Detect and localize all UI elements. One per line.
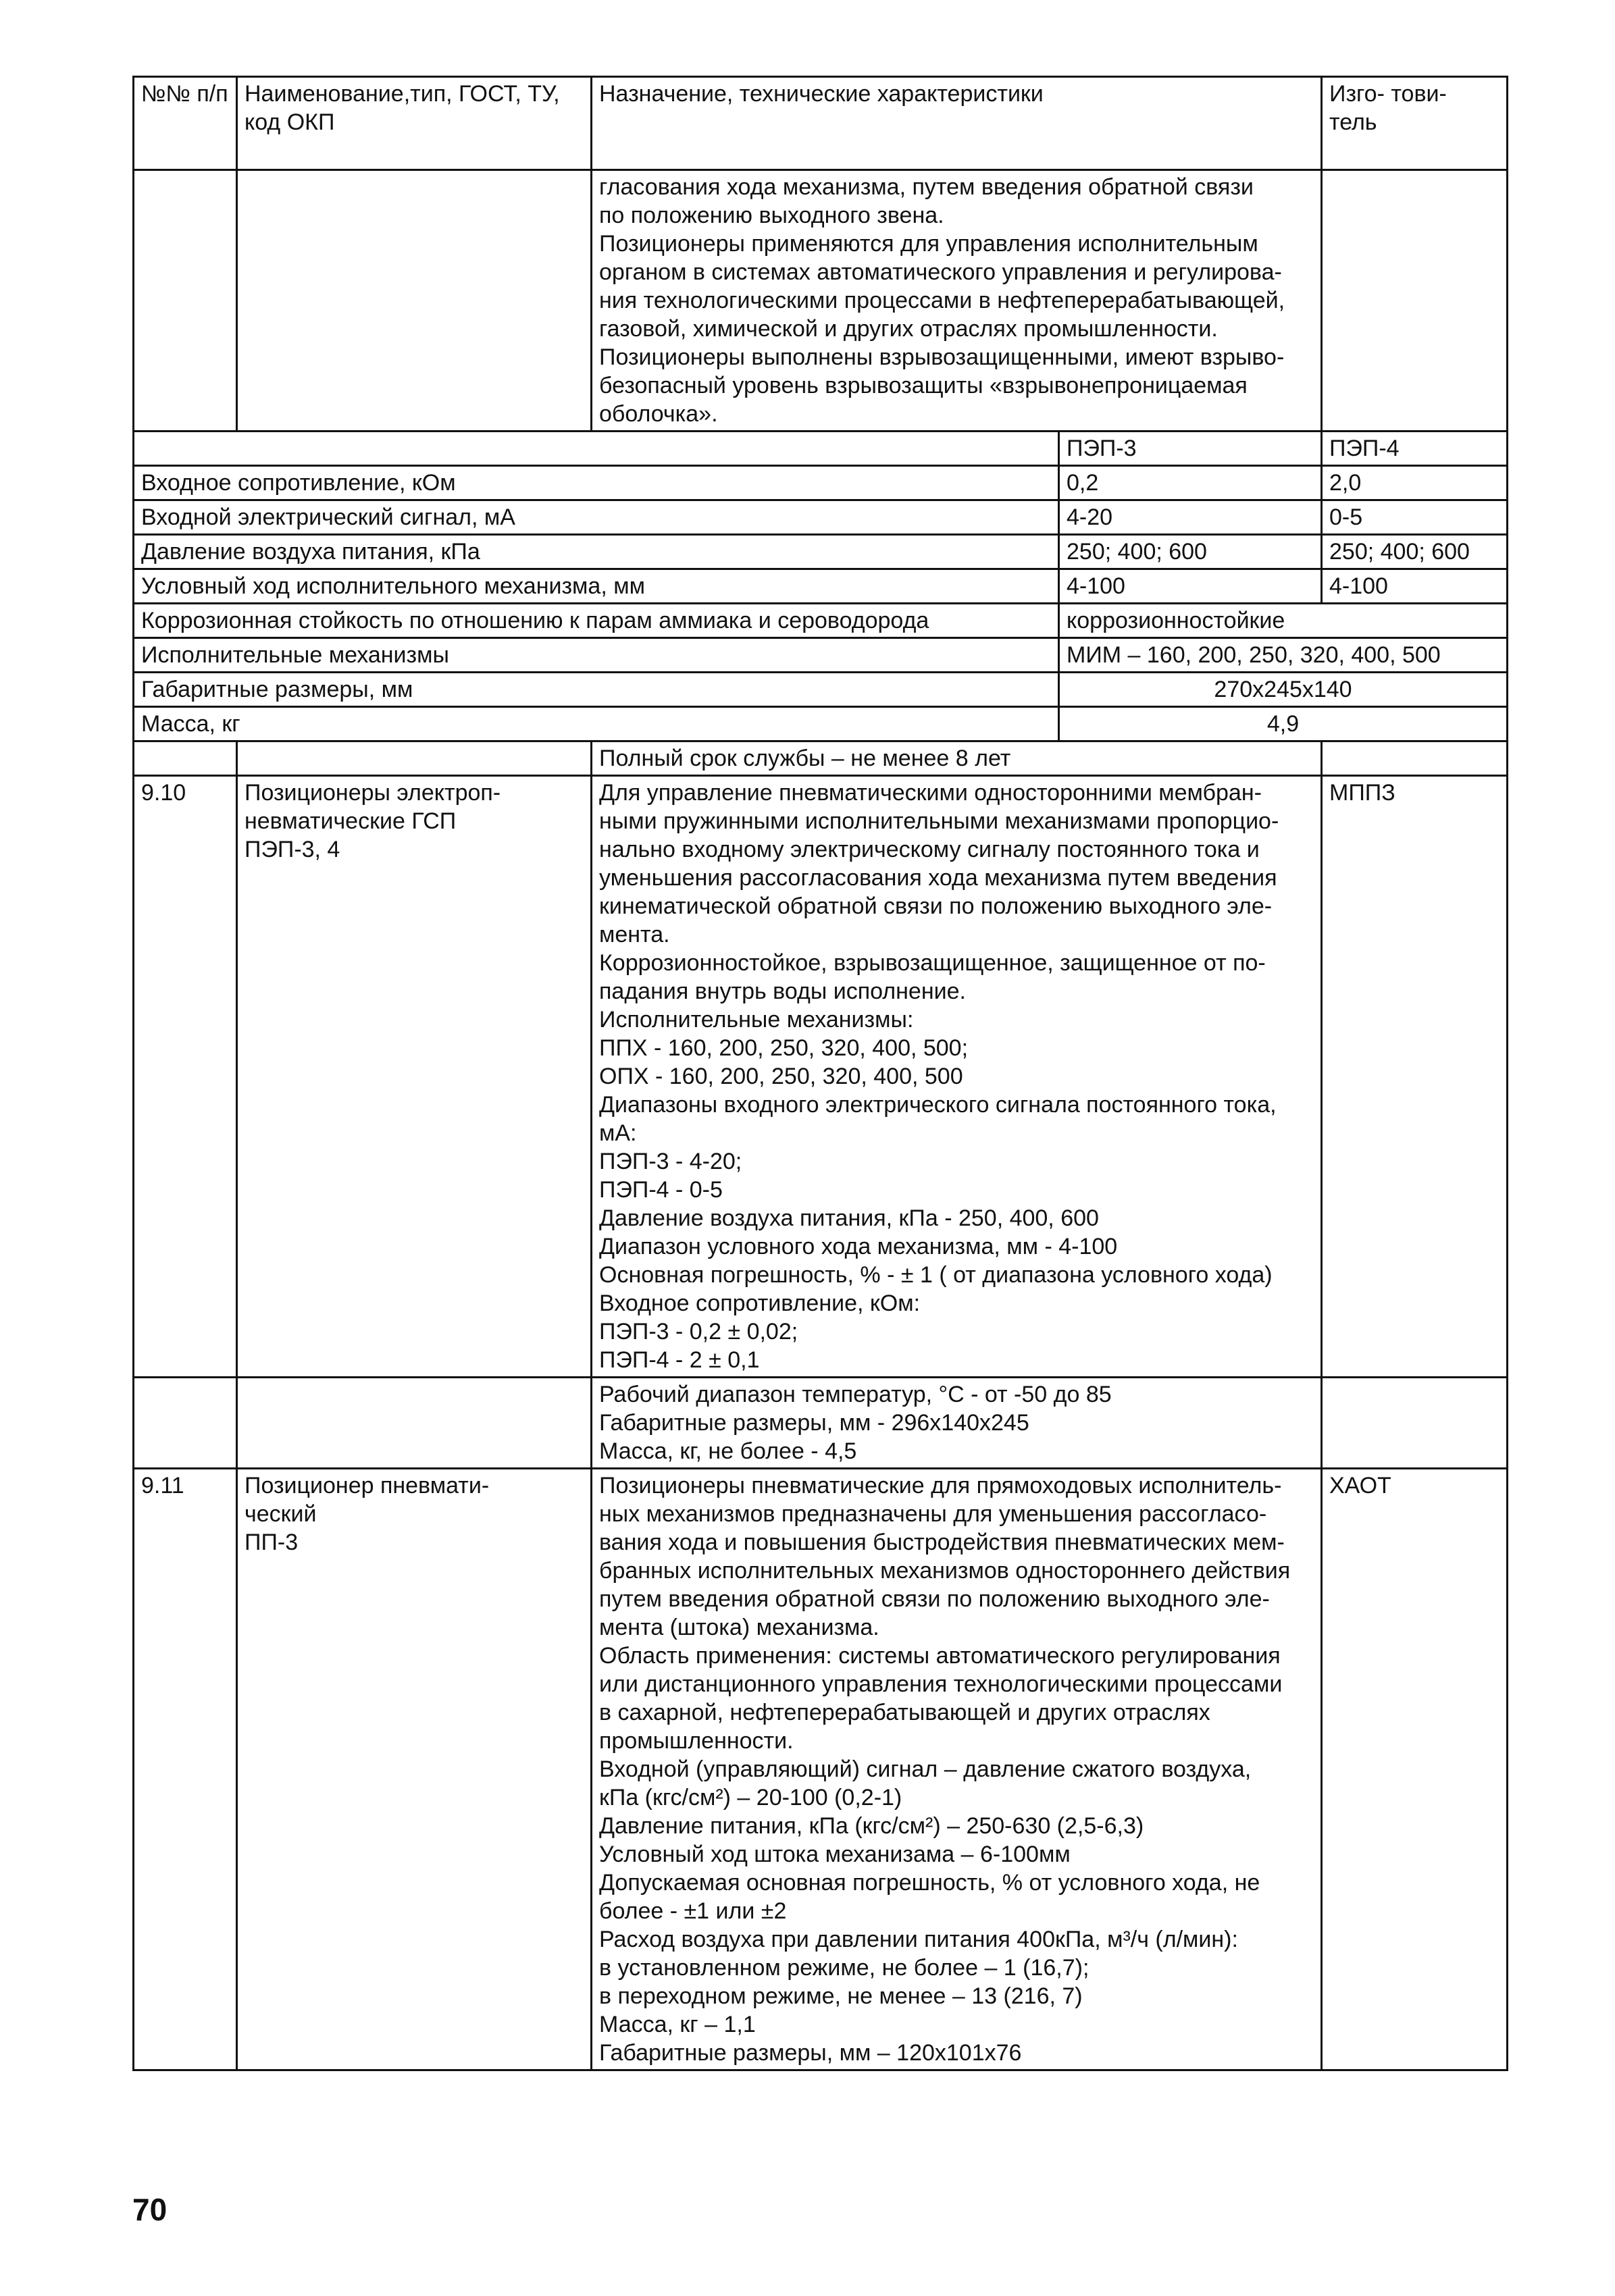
spec-value-a: 0,2	[1059, 466, 1322, 500]
spec-value: МИМ – 160, 200, 250, 320, 400, 500	[1059, 638, 1508, 673]
continuation-name	[237, 170, 592, 432]
spec-row-mass	[134, 707, 1508, 741]
spec-value-b: 2,0	[1322, 466, 1508, 500]
text-line: Позиционеры применяются для управления исполнительным	[599, 231, 1258, 257]
item-maker: ХАОТ	[1322, 1469, 1508, 2070]
continuation-num	[134, 170, 237, 432]
spec-value-b: 4-100	[1322, 569, 1508, 604]
spec-row	[134, 569, 1508, 604]
item-number: 9.11	[134, 1469, 237, 2070]
spec-row-corrosion	[134, 604, 1508, 638]
spec-label: Габаритные размеры, мм	[134, 673, 1059, 707]
continuation-text	[592, 170, 1322, 432]
item-maker: МППЗ	[1322, 776, 1508, 1378]
item-name: Позиционер пневмати- ческий ПП-3	[237, 1469, 592, 2070]
page-number: 70	[132, 2192, 168, 2227]
item-description: Позиционеры пневматические для прямоходовых исполнитель- ных механизмов предназначены для уменьшения рассогласо- вания хода и повышения быстродействия пневматических мем- бранных исполнительных механизмов одностороннего действия путем введения обратной связи по положению выходного эле- мента (штока) механизма. Область применения: системы автоматического регулирования или дистанционного управления технологическими процессами в сахарной, нефтеперерабатывающей и других отраслях промышленности. Входной (управляющий) сигнал – давление сжатого воздуха, кПа (кгс/см²) – 20-100 (0,2-1) Давление питания, кПа (кгс/см²) – 250-630 (2,5-6,3) Условный ход штока механизама – 6-100мм Допускаемая основная погрешность, % от условного хода, не более - ±1 или ±2 Расход воздуха при давлении питания 400кПа, м³/ч (л/мин): в установленном режиме, не более – 1 (16,7); в переходном режиме, не менее – 13 (216, 7) Масса, кг – 1,1 Габаритные размеры, мм – 120x101x76	[592, 1469, 1322, 2070]
continuation-maker	[1322, 170, 1508, 432]
header-num: №№ п/п	[134, 77, 237, 170]
blank-cell	[237, 741, 592, 776]
continuation-row	[134, 170, 1508, 432]
item-description: Для управление пневматическими односторонними мембран- ными пружинными исполнительными механизмами пропорцио- нально входному электрическому сигналу постоянного тока и уменьшения рассогласования хода механизма путем введения кинематической обратной связи по положению выходного эле- мента. Коррозионностойкое, взрывозащищенное, защищенное от по- падания внутрь воды исполнение. Исполнительные механизмы: ППХ - 160, 200, 250, 320, 400, 500; ОПХ - 160, 200, 250, 320, 400, 500 Диапазоны входного электрического сигнала постоянного тока, мА: ПЭП-3 - 4-20; ПЭП-4 - 0-5 Давление воздуха питания, кПа - 250, 400, 600 Диапазон условного хода механизма, мм - 4-100 Основная погрешность, % - ± 1 ( от диапазона условного хода) Входное сопротивление, кОм: ПЭП-3 - 0,2 ± 0,02; ПЭП-4 - 2 ± 0,1	[592, 776, 1322, 1378]
spec-value: коррозионностойкие	[1059, 604, 1508, 638]
header-maker: Изго- тови- тель	[1322, 77, 1508, 170]
spec-col-a: ПЭП-3	[1059, 432, 1322, 466]
text-line: оболочка».	[599, 401, 718, 427]
spec-value-a: 4-100	[1059, 569, 1322, 604]
service-life-row	[134, 741, 1508, 776]
spec-row	[134, 535, 1508, 569]
text-line: ния технологическими процессами в нефтеперерабатывающей,	[599, 288, 1285, 313]
header-name: Наименование,тип, ГОСТ, ТУ, код ОКП	[237, 77, 592, 170]
spec-value: 270x245x140	[1059, 673, 1508, 707]
text-line: безопасный уровень взрывозащиты «взрывонепроницаемая	[599, 373, 1248, 398]
spec-label: Входной электрический сигнал, мА	[134, 500, 1059, 535]
blank-cell	[134, 1378, 237, 1469]
spec-value-b: 0-5	[1322, 500, 1508, 535]
item-description: Рабочий диапазон температур, °С - от -50 до 85 Габаритные размеры, мм - 296x140x245 Масса, кг, не более - 4,5	[592, 1378, 1322, 1469]
item-row-9-11	[134, 1469, 1508, 2070]
spec-col-b: ПЭП-4	[1322, 432, 1508, 466]
item-name: Позиционеры электроп- невматические ГСП ПЭП-3, 4	[237, 776, 592, 1378]
spec-label: Исполнительные механизмы	[134, 638, 1059, 673]
service-life: Полный срок службы – не менее 8 лет	[592, 741, 1322, 776]
document-page	[132, 76, 1506, 2071]
text-line: органом в системах автоматического управления и регулирова-	[599, 259, 1282, 285]
text-line: по положению выходного звена.	[599, 203, 944, 228]
spec-label: Давление воздуха питания, кПа	[134, 535, 1059, 569]
header-purpose: Назначение, технические характеристики	[592, 77, 1322, 170]
text-line: газовой, химической и других отраслях промышленности.	[599, 316, 1218, 342]
item-row-9-10-cont	[134, 1378, 1508, 1469]
text-line: Позиционеры выполнены взрывозащищенными, имеют взрыво-	[599, 344, 1285, 370]
spec-value: 4,9	[1059, 707, 1508, 741]
blank-cell	[1322, 1378, 1508, 1469]
blank-cell	[1322, 741, 1508, 776]
blank-cell	[237, 1378, 592, 1469]
spec-row-mechanisms	[134, 638, 1508, 673]
spec-row	[134, 466, 1508, 500]
spec-value-b: 250; 400; 600	[1322, 535, 1508, 569]
item-row-9-10	[134, 776, 1508, 1378]
spec-header-blank	[134, 432, 1059, 466]
header-row	[134, 77, 1508, 170]
blank-cell	[134, 741, 237, 776]
text-line: гласования хода механизма, путем введения обратной связи	[599, 174, 1254, 200]
spec-value-a: 4-20	[1059, 500, 1322, 535]
spec-label: Масса, кг	[134, 707, 1059, 741]
spec-row	[134, 500, 1508, 535]
spec-label: Условный ход исполнительного механизма, мм	[134, 569, 1059, 604]
spec-value-a: 250; 400; 600	[1059, 535, 1322, 569]
item-number: 9.10	[134, 776, 237, 1378]
spec-table	[132, 76, 1508, 2071]
spec-label: Входное сопротивление, кОм	[134, 466, 1059, 500]
spec-row-dims	[134, 673, 1508, 707]
spec-header-row	[134, 432, 1508, 466]
spec-label: Коррозионная стойкость по отношению к парам аммиака и сероводорода	[134, 604, 1059, 638]
